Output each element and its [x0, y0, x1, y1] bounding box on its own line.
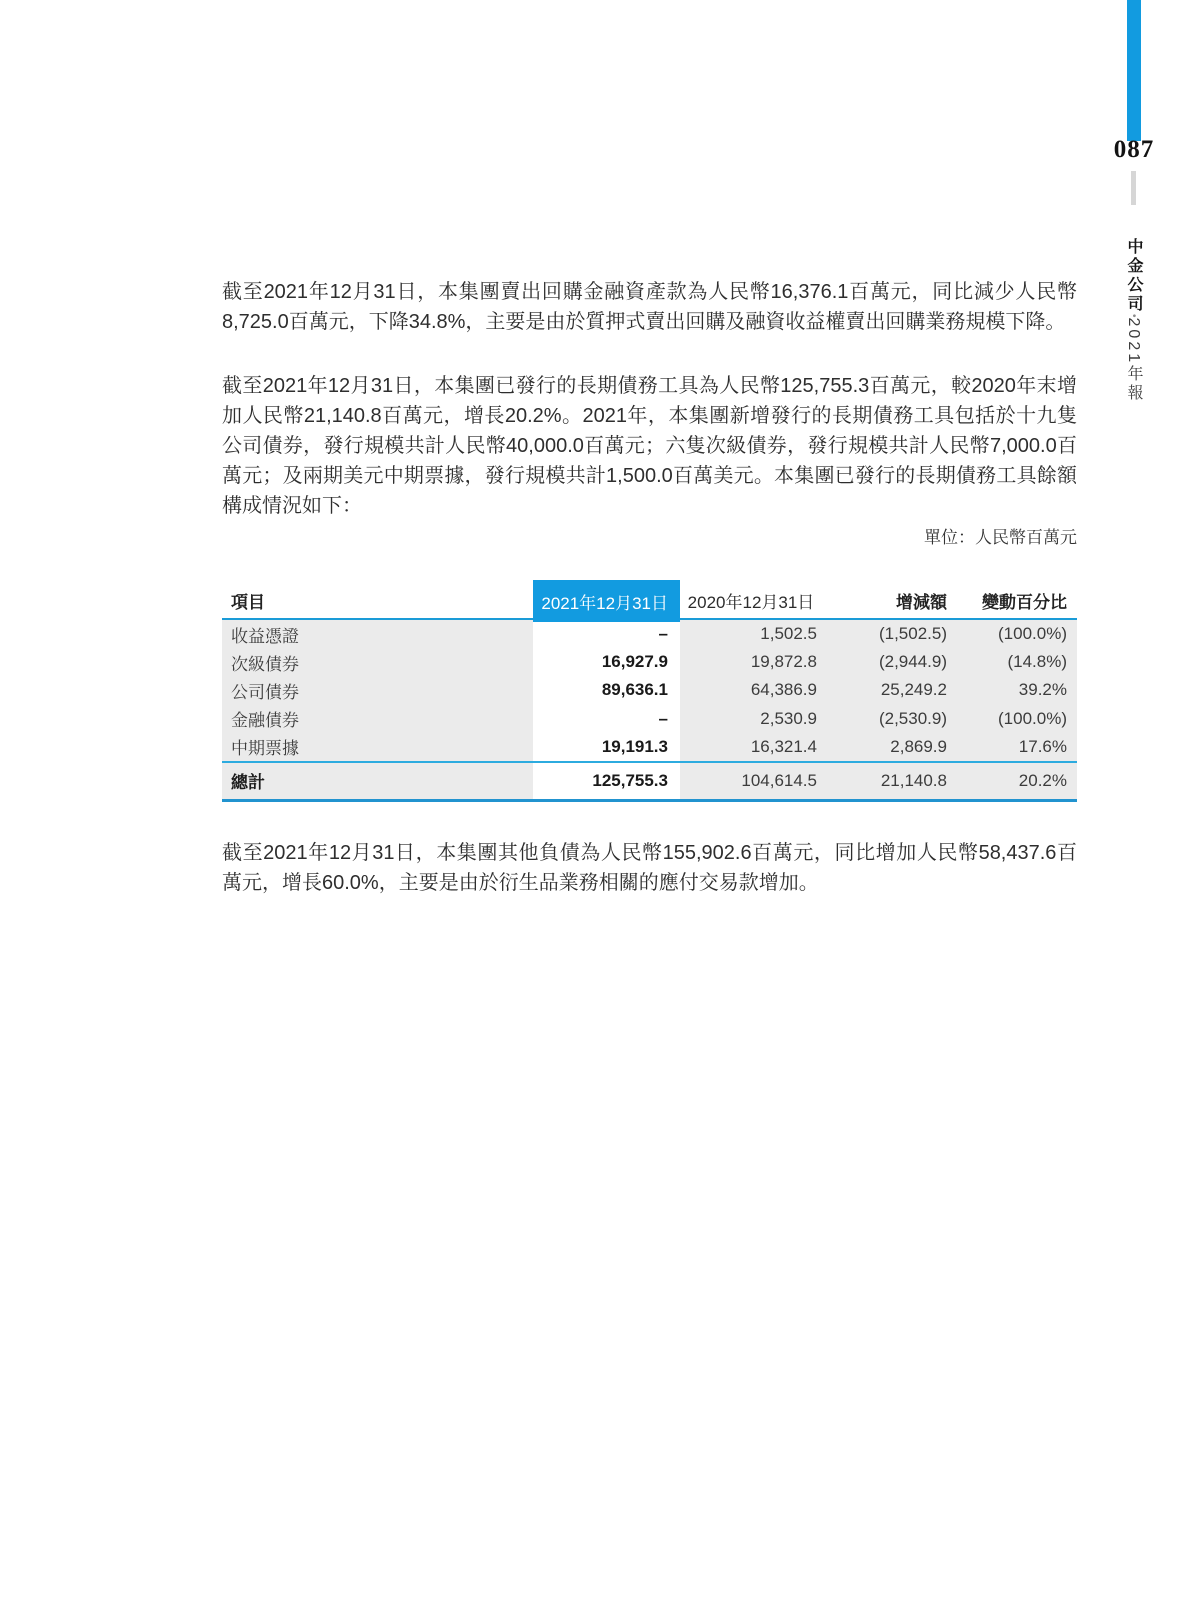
table-header-row: [222, 580, 1077, 620]
row-change-pct: (14.8%): [1007, 652, 1067, 672]
header-item: 項目: [231, 592, 265, 612]
row-2020-value: 2,530.9: [760, 708, 817, 728]
row-2021-value: 89,636.1: [533, 676, 680, 704]
table-row: [222, 676, 1077, 704]
table-row: [222, 648, 1077, 676]
table-row: [222, 620, 1077, 648]
row-label: 收益憑證: [231, 626, 299, 646]
row-change: (1,502.5): [878, 624, 947, 644]
row-label: 中期票據: [231, 739, 299, 759]
paragraph-long-term-debt: 截至2021年12月31日，本集團已發行的長期債務工具為人民幣125,755.3百萬元，較2020年末增加人民幣21,140.8百萬元，增長20.2%。2021年，本集團新增發行的長期債務工具包括於十九隻公司債券，發行規模共計人民幣40,000.0百萬元；六隻次級債券，發行規模共計人民幣7,000.0百萬元；及兩期美元中期票據，發行規模共計1,500.0百萬美元。本集團已發行的長期債務工具餘額構成情況如下：: [222, 375, 1077, 517]
row-change: (2,530.9): [878, 708, 947, 728]
table-total-row: [222, 761, 1077, 802]
row-2021-value: 16,927.9: [533, 648, 680, 676]
row-change-pct: (100.0%): [998, 708, 1067, 728]
row-change-pct: 17.6%: [1018, 736, 1067, 756]
table-row: [222, 733, 1077, 761]
row-2020-value: 64,386.9: [750, 680, 817, 700]
report-edition: 2021年報: [1125, 317, 1142, 404]
total-change: 21,140.8: [880, 770, 947, 790]
header-2020-date: 2020年12月31日: [687, 592, 815, 612]
table-body: [222, 620, 1077, 761]
page-number: 087: [1113, 136, 1155, 163]
table-row: [222, 705, 1077, 733]
row-change: (2,944.9): [878, 652, 947, 672]
total-label: 總計: [231, 773, 265, 793]
row-change-pct: (100.0%): [998, 624, 1067, 644]
company-name: 中金公司: [1125, 238, 1142, 314]
total-change-pct: 20.2%: [1018, 770, 1067, 790]
total-2020-value: 104,614.5: [741, 770, 817, 790]
row-label: 公司債券: [231, 682, 299, 702]
row-2021-value: 19,191.3: [533, 733, 680, 761]
row-2020-value: 19,872.8: [750, 652, 817, 672]
row-change: 25,249.2: [880, 680, 947, 700]
header-change-pct: 變動百分比: [982, 592, 1067, 612]
sidebar-accent-bar: [1127, 0, 1141, 141]
paragraph-repo-liabilities: 截至2021年12月31日，本集團賣出回購金融資產款為人民幣16,376.1百萬元，同比減少人民幣8,725.0百萬元，下降34.8%，主要是由於質押式賣出回購及融資收益權賣出回購業務規模下降。: [222, 281, 1077, 333]
row-2020-value: 1,502.5: [760, 624, 817, 644]
row-2020-value: 16,321.4: [750, 736, 817, 756]
row-label: 次級債券: [231, 654, 299, 674]
row-change-pct: 39.2%: [1018, 680, 1067, 700]
page-number-divider: [1131, 171, 1136, 205]
table-unit-note: 單位：人民幣百萬元: [924, 528, 1077, 547]
row-2021-value: –: [533, 705, 680, 733]
paragraph-other-liabilities: 截至2021年12月31日，本集團其他負債為人民幣155,902.6百萬元，同比增加人民幣58,437.6百萬元，增長60.0%，主要是由於衍生品業務相關的應付交易款增加。: [222, 842, 1077, 894]
total-2021-value: 125,755.3: [533, 763, 680, 799]
long-term-debt-table: [222, 580, 1077, 802]
header-change: 增減額: [896, 592, 947, 612]
sidebar-vertical-title: [1122, 238, 1145, 468]
bullet-separator-icon: •: [1128, 314, 1139, 318]
row-label: 金融債券: [231, 711, 299, 731]
row-2021-value: –: [533, 620, 680, 648]
header-2021-date: 2021年12月31日: [533, 580, 680, 622]
row-change: 2,869.9: [890, 736, 947, 756]
